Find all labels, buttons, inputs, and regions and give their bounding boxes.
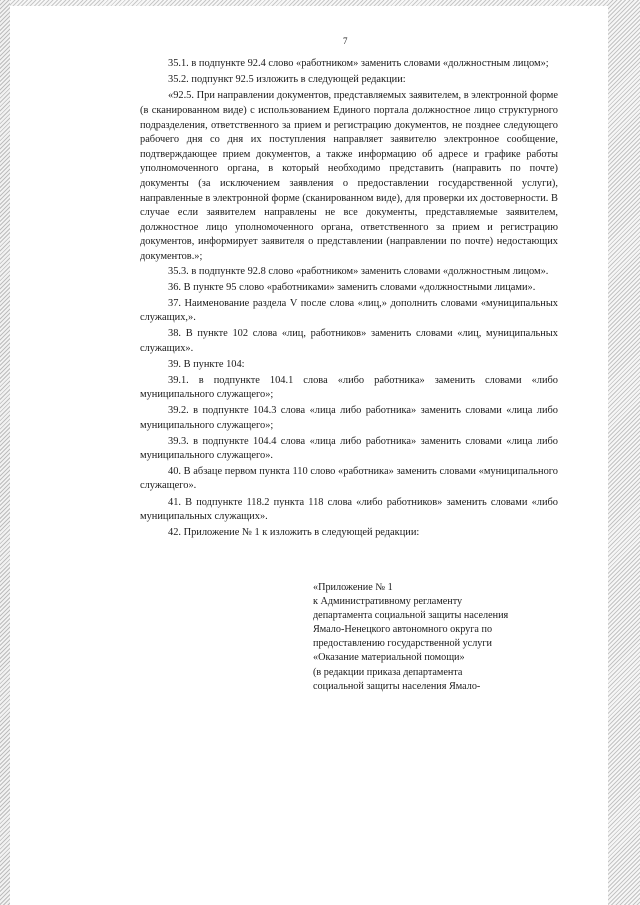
paragraph-42: 42. Приложение № 1 к изложить в следующей редакции: [168,526,420,538]
paragraph-39-2: 39.2. в подпункте 104.3 слова «лица либо работника» заменить словами «лица либо муниципального служащего»; [140,405,558,431]
paragraph-37: 37. Наименование раздела V после слова «лиц,» дополнить словами «муниципальных служащих,». [140,297,558,324]
appendix-line: «Приложение № 1 [313,582,393,593]
appendix-line: предоставлению государственной услуги [313,638,493,650]
scan-edge-top [10,0,608,6]
paragraph-35-2: 35.2. подпункт 92.5 изложить в следующей редакции: [168,74,406,86]
paragraph-39-3: 39.3. в подпункте 104.4 слова «лица либо работника» заменить словами «лица либо муниципального служащего». [140,435,558,461]
paragraph-38: 38. В пункте 102 слова «лиц, работников» заменить словами «лиц, муниципальных служащих». [140,328,558,354]
document-body [140,57,558,542]
paragraph-39-1: 39.1. в подпункте 104.1 слова «либо работника» заменить словами «либо муниципального служащего»; [140,374,558,401]
paragraph-41: 41. В подпункте 118.2 пункта 118 слова «либо работников» заменить словами «либо муниципальных служащих». [140,496,558,522]
paragraph-35-1: 35.1. в подпункте 92.4 слово «работником» заменить словами «должностным лицом»; [168,58,549,69]
scan-edge-left [0,0,10,905]
appendix-line: Ямало-Ненецкого автономного округа по [313,624,493,636]
scan-edge-right [608,0,640,905]
quoted-paragraph-92-5: «92.5. При направлении документов, представляемых заявителем, в электронной форме (в сканированном виде) с использованием Единого портала должностное лицо структурного подразделения, ответственного за прием и регистрацию документов, не позднее следующего рабочего дня со дня их поступления направляет заявителю электронное сообщение, подтверждающее прием документов, а также информацию об адресе и графике работы уполномоченного органа, в который необходимо представить (направить по почте) документы (за исключением заявления о предоставлении государственной услуги), направленные в электронной форме (сканированном виде), для проверки их достоверности. В случае если заявителем направлены не все документы, представляемые заявителем, должностное лицо уполномоченного органа, ответственного за прием и регистрацию документов, информирует заявителя о представлении (направлении по почте) недостающих документов.»; [140,90,558,262]
page-number: 7 [343,36,348,46]
appendix-line: социальной защиты населения Ямало- [313,680,481,692]
paragraph-40: 40. В абзаце первом пункта 110 слово «работника» заменить словами «муниципального служащего». [140,466,558,492]
appendix-line: к Административному регламенту [313,596,463,608]
appendix-line: (в редакции приказа департамента [313,666,463,678]
appendix-heading-block [313,581,573,694]
paragraph-35-3: 35.3. в подпункте 92.8 слово «работником» заменить словами «должностным лицом». [168,265,549,277]
paragraph-36: 36. В пункте 95 слово «работниками» заменить словами «должностными лицами». [168,281,536,293]
appendix-line: департамента социальной защиты населения [313,610,509,622]
appendix-line: «Оказание материальной помощи» [313,652,465,664]
paragraph-39: 39. В пункте 104: [168,358,245,370]
